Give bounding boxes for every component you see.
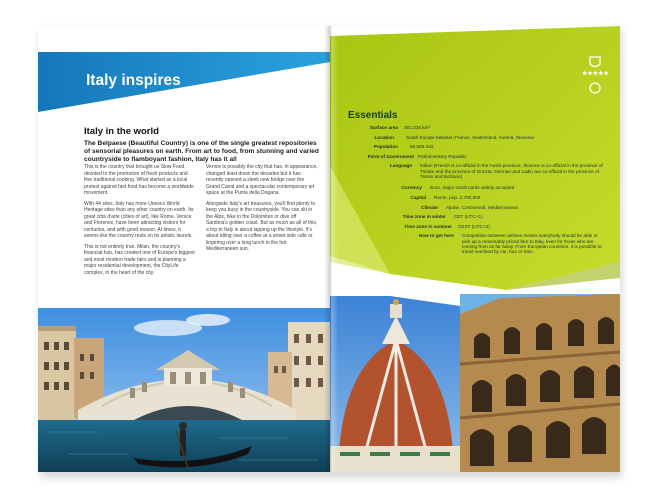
article-column-2 — [206, 164, 318, 257]
paragraph: With 44 sites, Italy has more Unesco World Heritage sites than any other country on earth. Its great città d'arte (cities of art), like Rome, Venice and Florence, have been attracting visitors for centuries, and with good reason. At times, it seems like the country rests on its artistic laurels. — [84, 200, 194, 239]
row-value: 301.336 km² — [404, 125, 431, 130]
row-label: Language — [389, 163, 412, 169]
essentials-title: Essentials — [348, 110, 398, 121]
row-value: Parliamentary Republic — [418, 153, 467, 159]
row-label: Time zone in winter — [402, 214, 446, 220]
essentials-row — [348, 135, 618, 145]
row-value: South Europe between France, Switzerland, Austria, Slovenia — [406, 134, 534, 140]
row-label: Currency — [401, 185, 422, 191]
row-value: Rome, pop. 2,700,000 — [434, 194, 481, 200]
right-page — [330, 26, 620, 472]
row-value: Competition between airlines means everybody should be able to pick up a reasonably priced fare to Italy, even for those who are coming from as far away. From European countries, it is possible to travel overland by car, bus or train. — [462, 233, 602, 254]
row-value: CEST (UTC+2) — [458, 223, 490, 229]
open-brochure — [38, 26, 620, 472]
article-heading: Italy in the world — [84, 126, 159, 137]
title-band — [38, 52, 330, 112]
row-value: Alpine, Continental, Mediterranean — [446, 204, 519, 210]
paragraph: This is not entirely true. Milan, the country's financial hub, has created one of Europe's biggest and most modern trade fairs and is planning a major residential development, the CityLife complex, in the heart of the city. — [84, 243, 195, 276]
row-label: How to get here — [418, 233, 454, 239]
row-value: CET (UTC+1) — [454, 214, 483, 220]
row-label: Surface area — [369, 125, 398, 130]
badges — [582, 56, 608, 95]
essentials-row — [348, 125, 618, 135]
paragraph: Alongside Italy's art treasures, you'll find plenty to keep you busy in the countryside. You can ski in the Alps, hike in the Dolomites or dive off Sardinia's golden coast. But as much as all of this, a trip to Italy is about lapping up the lifestyle. It's about idling over a coffee at a street side café or lingering over a long lunch in the hot Mediterranean sun. — [206, 200, 318, 252]
row-label: Climate — [421, 204, 438, 210]
essentials-row — [348, 233, 618, 259]
venice-rialto-photo — [38, 308, 330, 472]
essentials-box — [348, 110, 618, 259]
article-column-1 — [84, 164, 196, 280]
emblem-icon — [582, 81, 608, 95]
essentials-row — [348, 195, 618, 205]
row-label: Capital — [410, 194, 426, 200]
colosseum-photo — [460, 294, 620, 472]
row-label: Location — [374, 134, 394, 140]
row-value: Euro, major credit cards widely accepted — [430, 185, 515, 191]
paragraph: Venice is possibly the city that has, in appearance, changed least down the decades but it has recently opened a sleek new bridge over the Grand Canal and a spectacular contemporary art space at the Punta della Dogana. — [206, 164, 318, 196]
essentials-row — [348, 154, 618, 164]
article — [84, 126, 320, 276]
section-title: Italy inspires — [86, 72, 181, 89]
row-label: Time zone in summer — [404, 223, 452, 229]
essentials-row — [348, 144, 618, 154]
essentials-row — [348, 163, 618, 185]
shield-icon — [582, 56, 608, 70]
article-intro: The Belpaese (Beautiful Country) is one of the single greatest repositories of sensorial pleasures on earth. From art to food, from stunning and varied countryside to flamboyant fashion, Italy has it all — [84, 140, 319, 163]
row-label: Form of Government — [367, 153, 414, 159]
essentials-row — [348, 224, 618, 234]
row-label: Population — [373, 144, 398, 150]
florence-duomo-photo — [330, 296, 460, 472]
paragraph: This is the country that brought us Slow Food, devoted to the promotion of fresh products and fine traditional cooking. What started as a local protest against fast food has become a worldwide movement. — [84, 164, 194, 196]
rating-badge: ★★★★★ — [582, 71, 609, 77]
essentials-row — [348, 205, 618, 215]
essentials-row — [348, 185, 618, 195]
row-value: Italian (French is co-official in the Aosta province; Slovene is co-official in the province of Trieste and the province of Gorizia; German and Ladin are co-official in the province of Trento and Bolzano) — [420, 163, 603, 179]
left-page — [38, 26, 330, 472]
essentials-row — [348, 214, 618, 224]
essentials-table — [348, 125, 618, 259]
row-value: 60.626.442 — [410, 144, 434, 150]
